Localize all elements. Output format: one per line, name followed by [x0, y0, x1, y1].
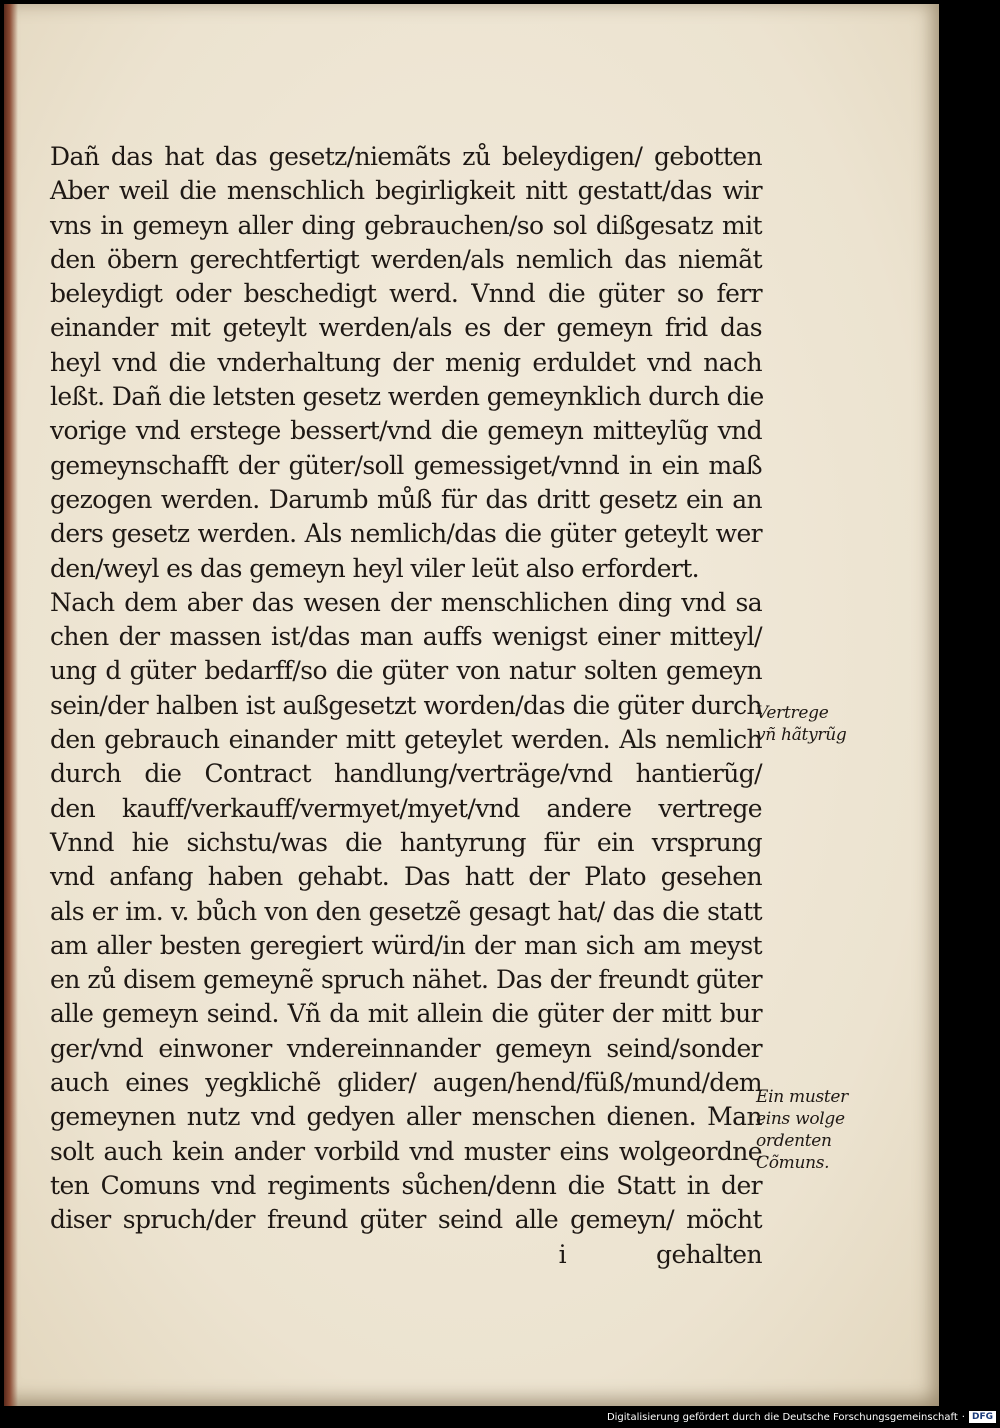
margin-note-line: vñ hãtyrũg: [756, 725, 847, 745]
text-line: sein/der halben ist außgesetzt worden/das die güter durch: [50, 690, 762, 720]
text-line: den gebrauch einander mitt geteylet werden. Als nemlich: [50, 725, 762, 755]
text-line: gemeynschafft der güter/soll gemessiget/vnnd in ein maß: [50, 450, 762, 480]
text-line: Dañ das hat das gesetz/niemãts zů beleydigen/ gebotten: [50, 142, 762, 171]
text-line: ung d güter bedarff/so die güter von natur solten gemeyn: [50, 656, 762, 686]
catchword: gehalten: [656, 1239, 762, 1269]
text-line: ders gesetz werden. Als nemlich/das die güter geteylt wer: [50, 519, 762, 549]
text-line: durch die Contract handlung/verträge/vnd hantierũg/: [50, 759, 762, 789]
text-line: Aber weil die menschlich begirligkeit nitt gestatt/das wir: [50, 176, 762, 206]
text-line: auch eines yegklichẽ glider/ augen/hend/füß/mund/dem: [50, 1068, 762, 1098]
text-line: als er im. v. bůch von den gesetzẽ gesagt hat/ das die statt: [50, 896, 762, 926]
text-line: diser spruch/der freund güter seind alle gemeyn/ möcht: [50, 1205, 762, 1235]
margin-note-line: Cõmuns.: [756, 1153, 830, 1173]
margin-note-muster: [756, 1086, 882, 1174]
margin-note-vertrege: [756, 702, 882, 746]
digitization-footer: [607, 1410, 996, 1424]
text-line: gezogen werden. Darumb můß für das dritt gesetz ein an: [50, 484, 762, 514]
margin-note-line: Vertrege: [756, 703, 829, 723]
text-line: chen der massen ist/das man auffs wenigst einer mitteyl/: [50, 622, 762, 652]
text-line: den öbern gerechtfertigt werden/als nemlich das niemãt: [50, 244, 762, 274]
text-line: den kauff/verkauff/vermyet/myet/vnd andere vertrege: [50, 793, 762, 823]
text-line: vns in gemeyn aller ding gebrauchen/so sol dißgesatz mit: [50, 210, 762, 240]
text-line: einander mit geteylt werden/als es der gemeyn frid das: [50, 313, 762, 343]
text-line: vnd anfang haben gehabt. Das hatt der Plato gesehen: [50, 862, 762, 892]
text-line: heyl vnd die vnderhaltung der menig erduldet vnd nach: [50, 347, 762, 377]
footer-credit: Digitalisierung gefördert durch die Deutsche Forschungsgemeinschaft: [606, 1411, 958, 1423]
text-line: leßt. Dañ die letsten gesetz werden gemeynklich durch die: [50, 382, 764, 412]
text-line: gemeynen nutz vnd gedyen aller menschen dienen. Man: [50, 1102, 762, 1132]
text-line: ten Comuns vnd regiments sůchen/denn die Statt in der: [50, 1170, 762, 1200]
dfg-logo: DFG: [969, 1411, 996, 1423]
text-line: ger/vnd einwoner vndereinnander gemeyn seind/sonder: [50, 1033, 762, 1063]
text-line: solt auch kein ander vorbild vnd muster eins wolgeordne: [50, 1136, 762, 1166]
margin-note-line: Ein muster: [756, 1087, 849, 1107]
margin-note-line: eins wolge: [756, 1109, 845, 1129]
main-text-block: [50, 140, 762, 1272]
book-page: [4, 4, 939, 1406]
text-line: Vnnd hie sichstu/was die hantyrung für ein vrsprung: [50, 827, 762, 857]
footer-separator: ·: [961, 1411, 965, 1423]
text-line: Nach dem aber das wesen der menschlichen ding vnd sa: [50, 587, 762, 617]
text-line: alle gemeyn seind. Vñ da mit allein die güter der mitt bur: [50, 999, 762, 1029]
text-line: den/weyl es das gemeyn heyl viler leüt also erfordert.: [50, 553, 700, 583]
margin-note-line: ordenten: [756, 1131, 832, 1151]
text-line: beleydigt oder beschedigt werd. Vnnd die güter so ferr: [50, 279, 762, 309]
text-line: am aller besten geregiert würd/in der man sich am meyst: [50, 930, 762, 960]
signature-mark: i: [558, 1239, 567, 1269]
catchword-line: [50, 1238, 762, 1272]
text-line: en zů disem gemeynẽ spruch nähet. Das der freundt güter: [50, 965, 762, 995]
text-line: vorige vnd erstege bessert/vnd die gemeyn mitteylũg vnd: [50, 416, 762, 446]
